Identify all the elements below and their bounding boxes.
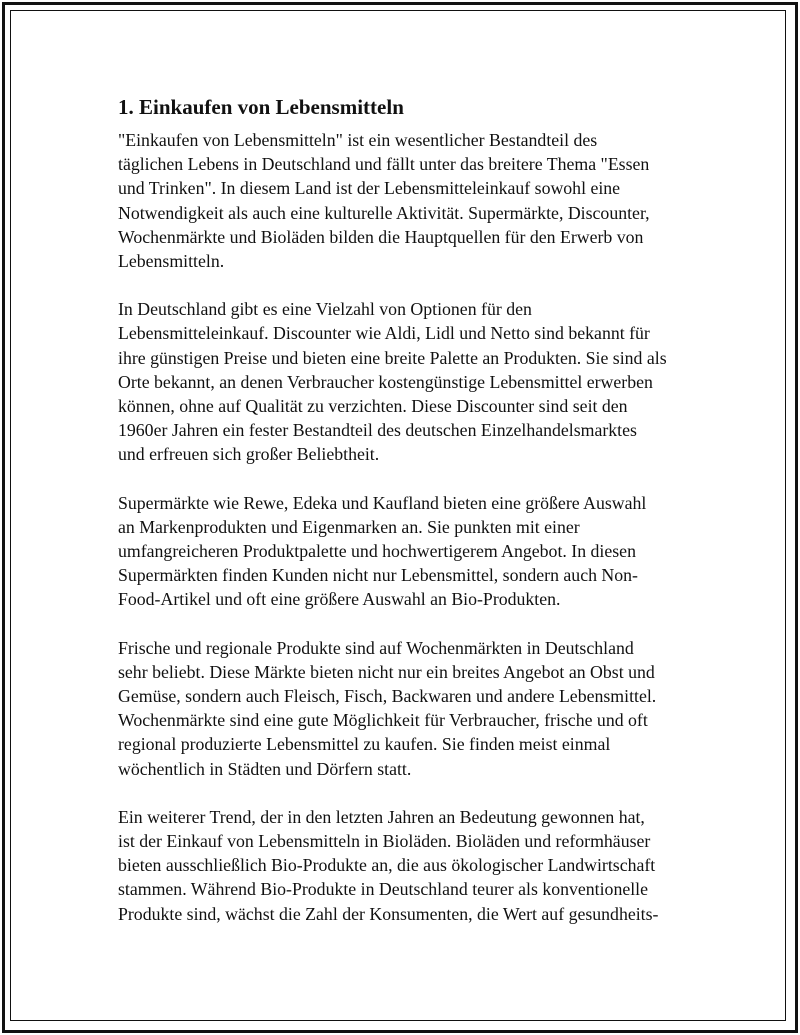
text-line: Ein weiterer Trend, der in den letzten Jahren an Bedeutung gewonnen hat, bbox=[118, 806, 645, 827]
text-line: sehr beliebt. Diese Märkte bieten nicht nur ein breites Angebot an Obst und bbox=[118, 661, 655, 682]
text-line: Food-Artikel und oft eine größere Auswahl an Bio-Produkten. bbox=[118, 589, 561, 610]
text-line: Notwendigkeit als auch eine kulturelle Aktivität. Supermärkte, Discounter, bbox=[118, 202, 650, 223]
text-line: Lebensmitteleinkauf. Discounter wie Aldi, Lidl und Netto sind bekannt für bbox=[118, 323, 650, 344]
text-line: täglichen Lebens in Deutschland und fällt unter das breitere Thema "Essen bbox=[118, 154, 650, 175]
text-line: In Deutschland gibt es eine Vielzahl von Optionen für den bbox=[118, 299, 532, 320]
paragraph-1 bbox=[118, 128, 693, 273]
text-line: 1960er Jahren ein fester Bestandteil des deutschen Einzelhandelsmarktes bbox=[118, 420, 637, 441]
text-line: Wochenmärkte und Bioläden bilden die Hauptquellen für den Erwerb von bbox=[118, 226, 644, 247]
text-line: und erfreuen sich großer Beliebtheit. bbox=[118, 444, 380, 465]
text-line: Supermärkten finden Kunden nicht nur Lebensmittel, sondern auch Non- bbox=[118, 565, 638, 586]
text-line: Supermärkte wie Rewe, Edeka und Kaufland bieten eine größere Auswahl bbox=[118, 492, 647, 513]
text-line: Produkte sind, wächst die Zahl der Konsumenten, die Wert auf gesundheits- bbox=[118, 903, 659, 924]
paragraph-2 bbox=[118, 297, 693, 466]
text-line: stammen. Während Bio-Produkte in Deutschland teurer als konventionelle bbox=[118, 879, 649, 900]
text-line: Gemüse, sondern auch Fleisch, Fisch, Backwaren und andere Lebensmittel. bbox=[118, 686, 657, 707]
text-line: umfangreicheren Produktpalette und hochwertigerem Angebot. In diesen bbox=[118, 541, 636, 562]
text-line: Frische und regionale Produkte sind auf Wochenmärkten in Deutschland bbox=[118, 637, 634, 658]
text-line: Wochenmärkte sind eine gute Möglichkeit für Verbraucher, frische und oft bbox=[118, 710, 648, 731]
text-line: regional produzierte Lebensmittel zu kaufen. Sie finden meist einmal bbox=[118, 734, 611, 755]
text-line: ist der Einkauf von Lebensmitteln in Bioläden. Bioläden und reformhäuser bbox=[118, 831, 651, 852]
text-line: können, ohne auf Qualität zu verzichten. Diese Discounter sind seit den bbox=[118, 396, 628, 417]
document-body bbox=[118, 94, 693, 950]
text-line: an Markenprodukten und Eigenmarken an. Sie punkten mit einer bbox=[118, 516, 580, 537]
text-line: wöchentlich in Städten und Dörfern statt. bbox=[118, 758, 412, 779]
paragraph-4 bbox=[118, 636, 693, 781]
text-line: Lebensmitteln. bbox=[118, 251, 225, 272]
paragraph-3 bbox=[118, 491, 693, 612]
text-line: bieten ausschließlich Bio-Produkte an, die aus ökologischer Landwirtschaft bbox=[118, 855, 656, 876]
text-line: Orte bekannt, an denen Verbraucher kostengünstige Lebensmittel erwerben bbox=[118, 371, 653, 392]
section-heading: 1. Einkaufen von Lebensmitteln bbox=[118, 95, 404, 119]
text-line: "Einkaufen von Lebensmitteln" ist ein wesentlicher Bestandteil des bbox=[118, 130, 598, 150]
paragraph-5 bbox=[118, 805, 693, 926]
text-line: und Trinken". In diesem Land ist der Lebensmitteleinkauf sowohl eine bbox=[118, 178, 621, 199]
text-line: ihre günstigen Preise und bieten eine breite Palette an Produkten. Sie sind als bbox=[118, 347, 667, 368]
